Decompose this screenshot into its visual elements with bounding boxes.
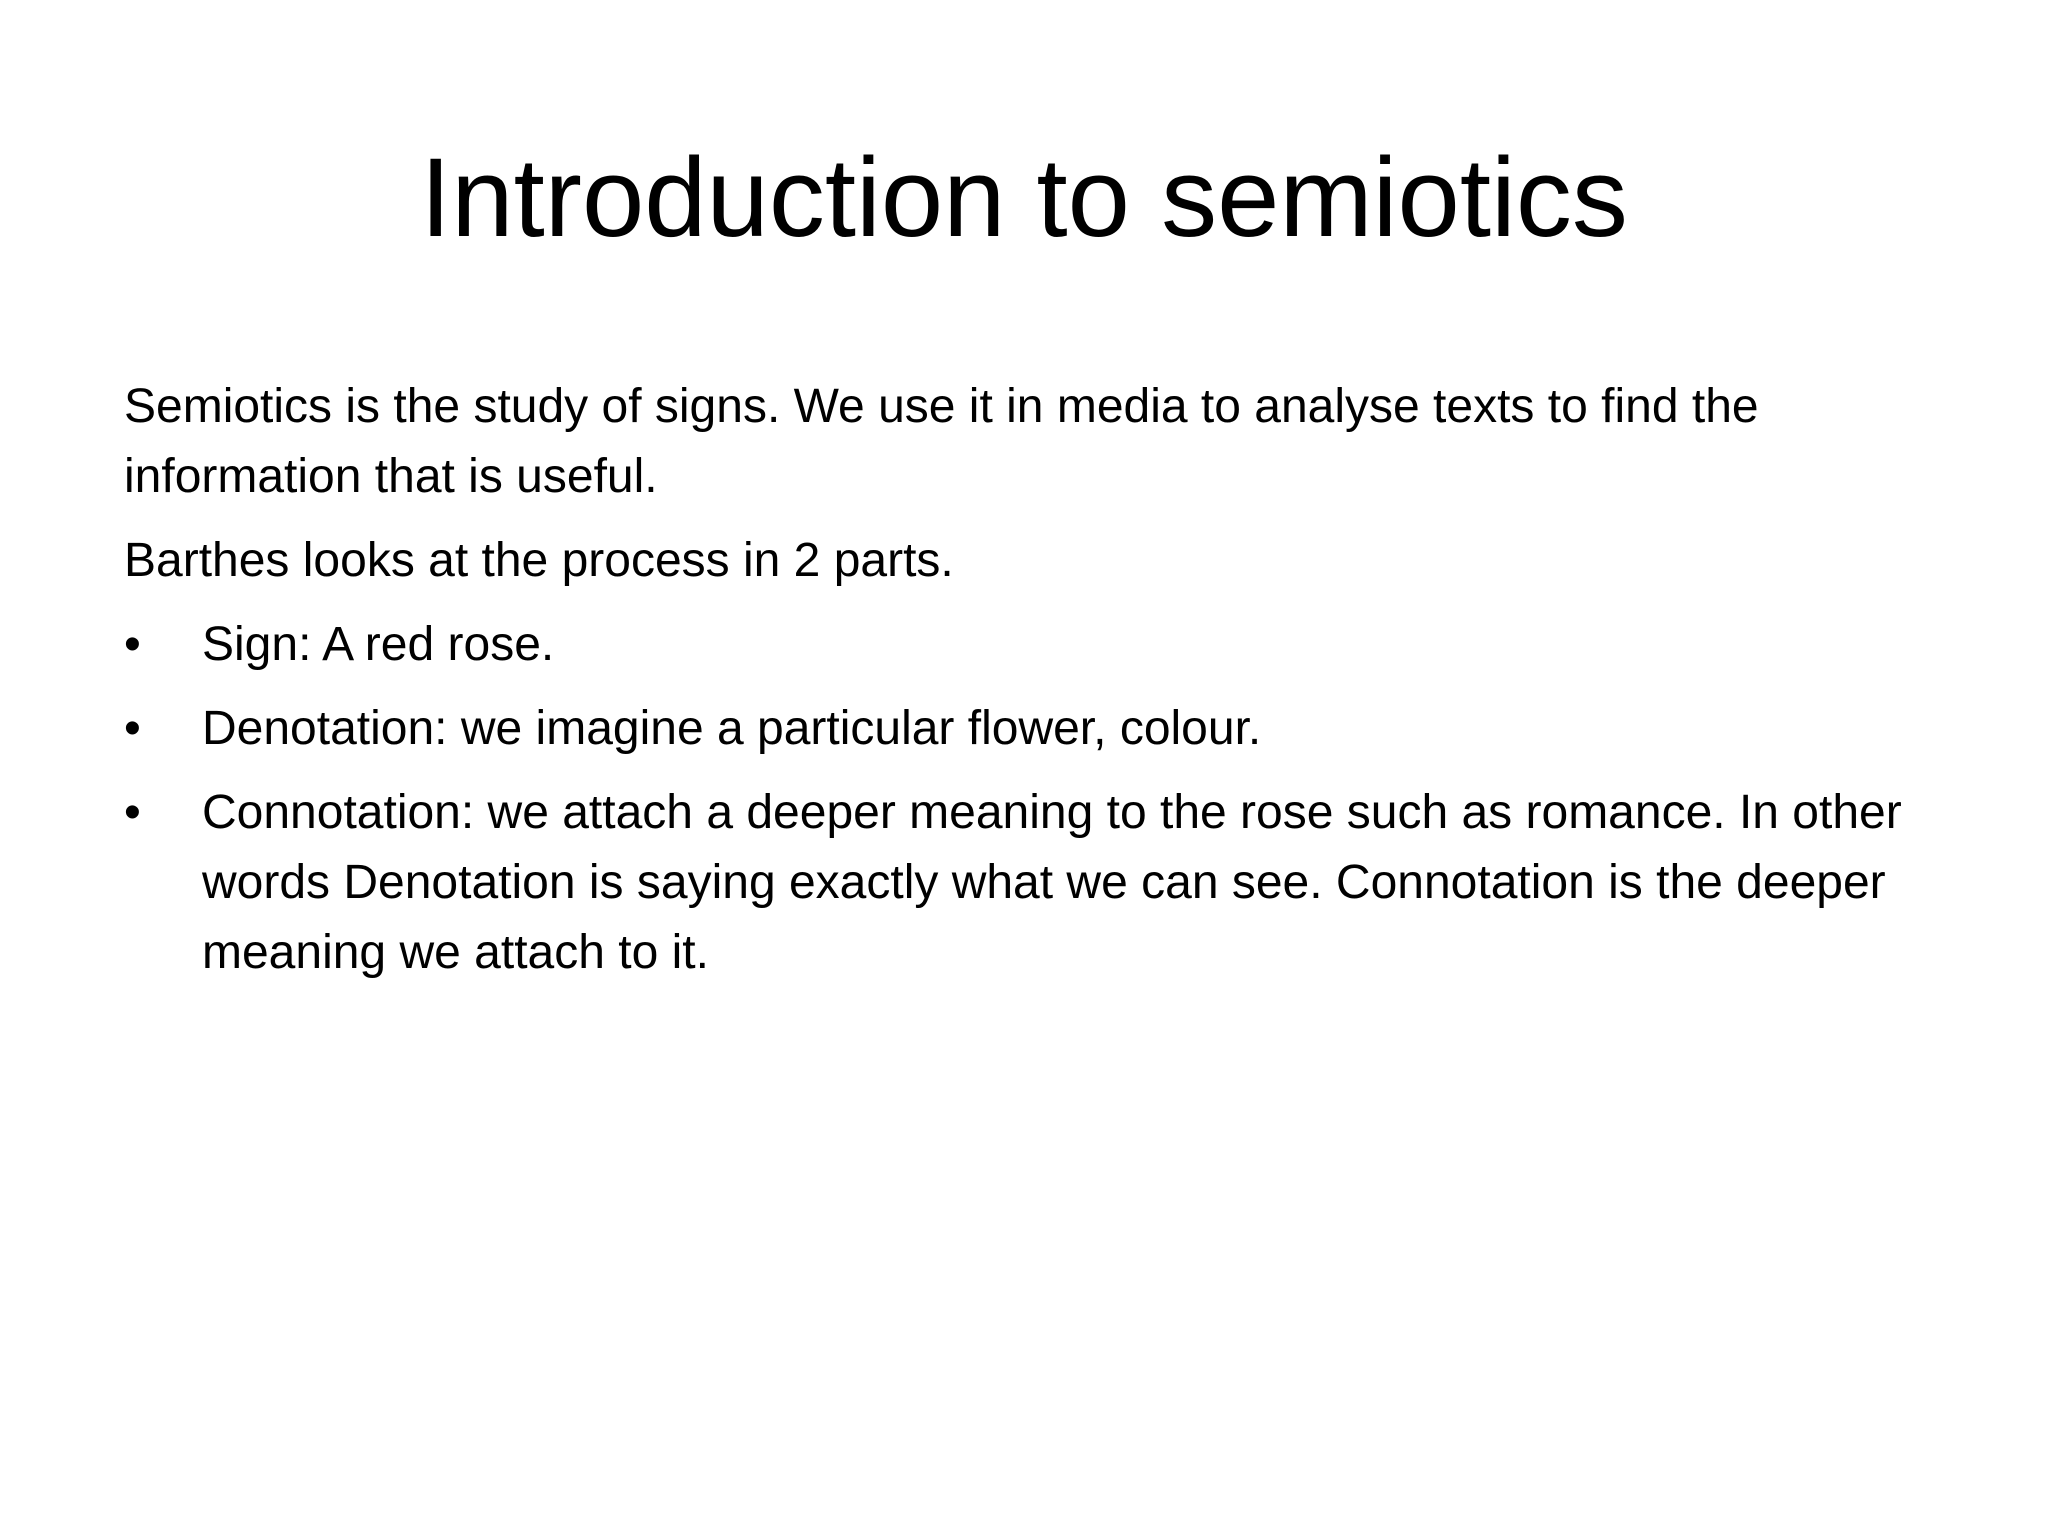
bullet-item-denotation [124,694,1954,764]
intro-paragraph: Semiotics is the study of signs. We use it in media to analyse texts to find the information that is useful. [124,380,1759,503]
bullet-icon: • [124,786,141,839]
bullet-text: Connotation: we attach a deeper meaning to the rose such as romance. In other words Denotation is saying exactly what we can see. Connotation is the deeper meaning we attach to it. [202,786,1902,979]
bullet-list [124,610,1954,988]
bullet-item-connotation [124,778,1954,988]
bullet-text: Sign: A red rose. [202,618,555,671]
bullet-item-sign [124,610,1954,680]
bullet-icon: • [124,618,141,671]
bullet-text: Denotation: we imagine a particular flower, colour. [202,702,1262,755]
slide-body [124,372,1954,1002]
process-paragraph: Barthes looks at the process in 2 parts. [124,534,954,587]
slide-title: Introduction to semiotics [420,135,1628,260]
bullet-icon: • [124,702,141,755]
